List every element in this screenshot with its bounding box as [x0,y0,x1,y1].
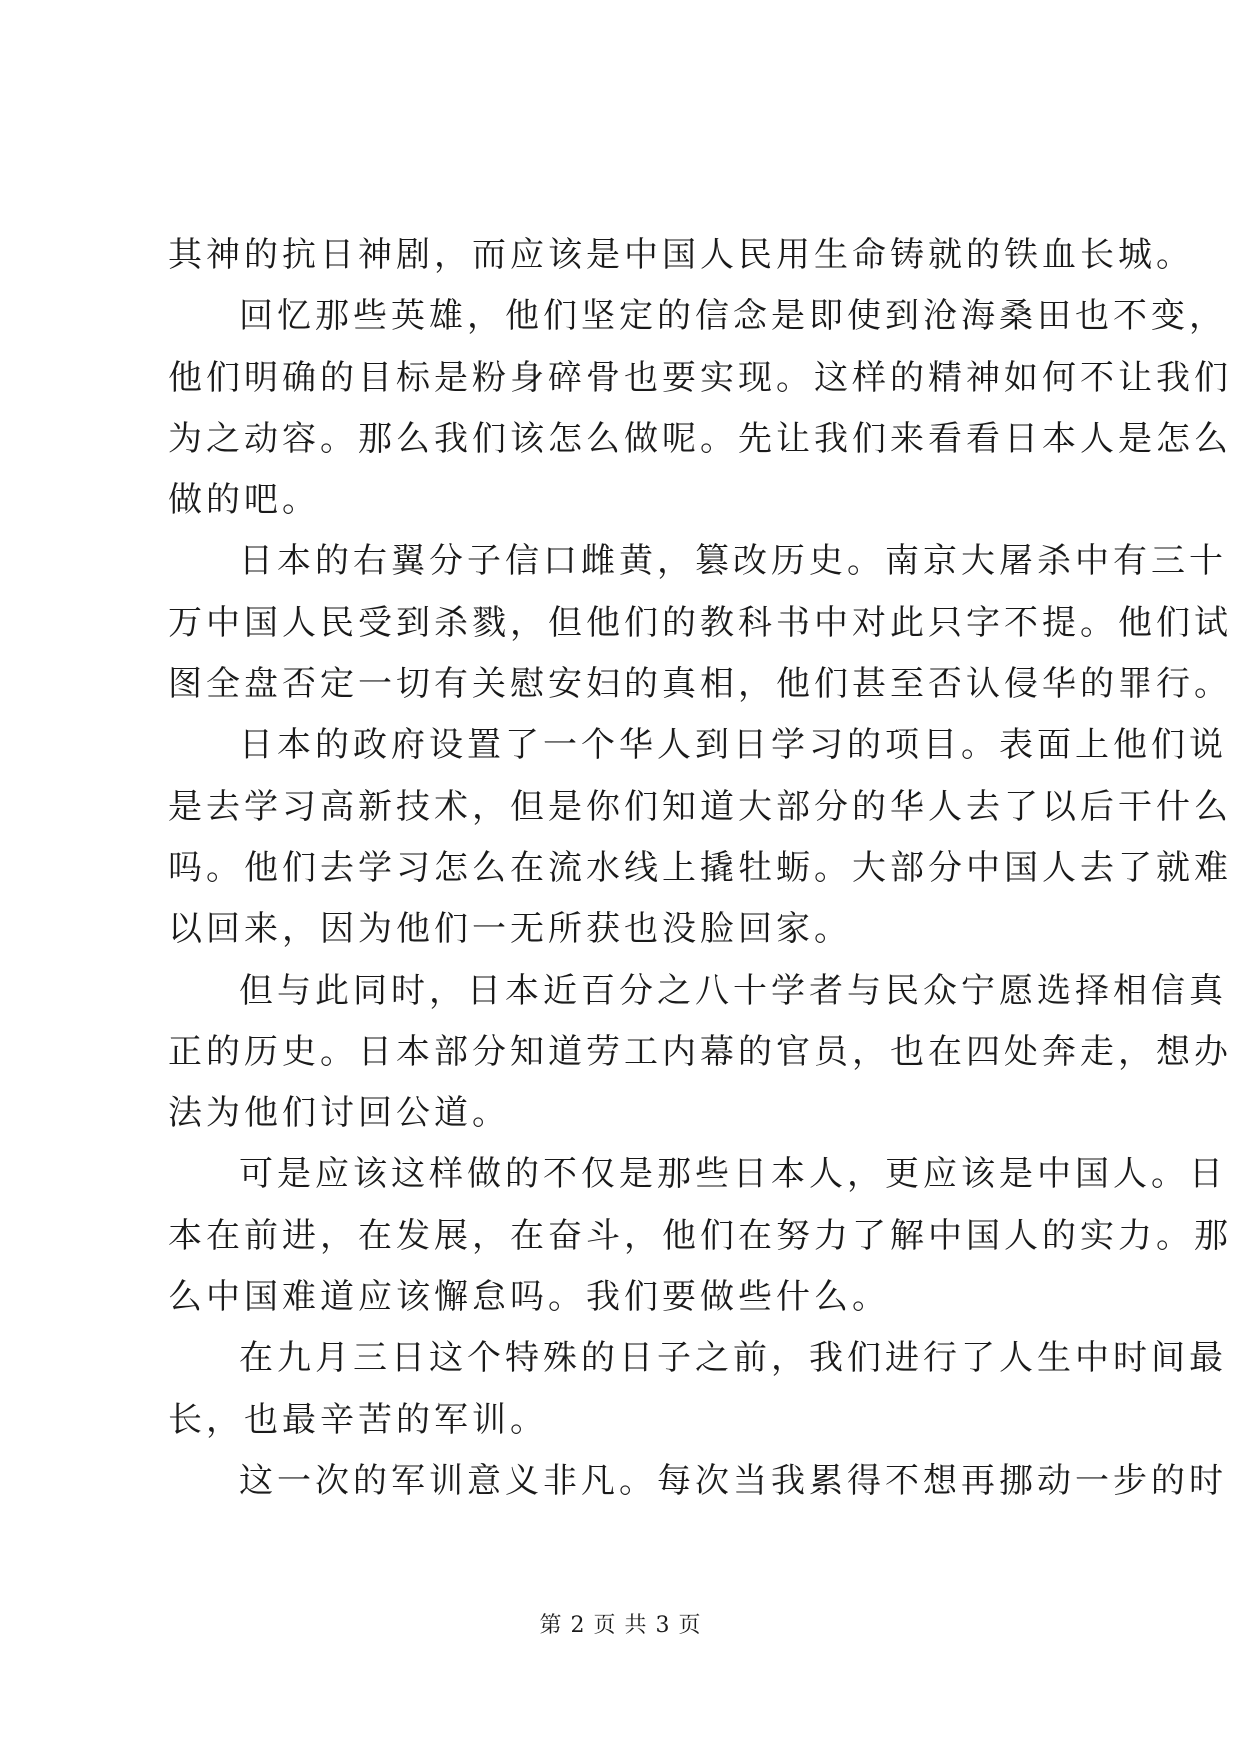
text-line: 为之动容。那么我们该怎么做呢。先让我们来看看日本人是怎么 [168,418,1232,459]
body-text [168,225,1232,1512]
text-line: 以回来，因为他们一无所获也没脸回家。 [168,909,852,950]
text-line: 法为他们讨回公道。 [168,1093,510,1134]
text-line: 万中国人民受到杀戮，但他们的教科书中对此只字不提。他们试 [168,602,1232,643]
text-line: 么中国难道应该懈怠吗。我们要做些什么。 [168,1277,890,1318]
text-line: 正的历史。日本部分知道劳工内幕的官员，也在四处奔走，想办 [168,1031,1232,1072]
text-line: 其神的抗日神剧，而应该是中国人民用生命铸就的铁血长城。 [168,235,1194,275]
text-line: 是去学习高新技术，但是你们知道大部分的华人去了以后干什么 [168,786,1232,827]
text-line: 他们明确的目标是粉身碎骨也要实现。这样的精神如何不让我们 [168,357,1232,398]
text-line: 日本的政府设置了一个华人到日学习的项目。表面上他们说 [239,725,1227,766]
page-number-footer: 第 2 页 共 3 页 [539,1613,702,1638]
text-line: 回忆那些英雄，他们坚定的信念是即使到沧海桑田也不变， [239,296,1227,337]
text-line: 日本的右翼分子信口雌黄，篡改历史。南京大屠杀中有三十 [239,541,1227,582]
text-line: 可是应该这样做的不仅是那些日本人，更应该是中国人。日 [239,1154,1227,1195]
text-line: 吗。他们去学习怎么在流水线上撬牡蛎。大部分中国人去了就难 [168,847,1232,888]
text-line: 但与此同时，日本近百分之八十学者与民众宁愿选择相信真 [239,970,1227,1011]
text-line: 这一次的军训意义非凡。每次当我累得不想再挪动一步的时 [239,1460,1227,1501]
text-line: 做的吧。 [168,480,320,521]
text-line: 图全盘否定一切有关慰安妇的真相，他们甚至否认侵华的罪行。 [168,664,1232,705]
text-line: 本在前进，在发展，在奋斗，他们在努力了解中国人的实力。那 [168,1215,1232,1256]
text-line: 在九月三日这个特殊的日子之前，我们进行了人生中时间最 [239,1338,1227,1379]
text-line: 长，也最辛苦的军训。 [168,1399,548,1440]
